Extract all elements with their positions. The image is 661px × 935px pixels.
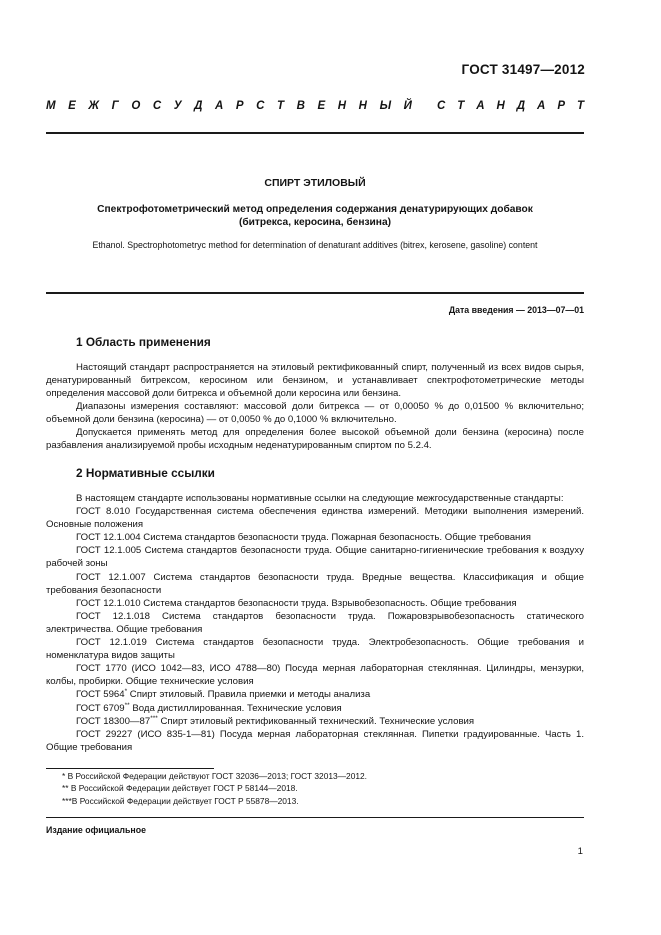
reference-item (46, 662, 584, 688)
introduction-date: Дата введения — 2013—07—01 (448, 305, 584, 315)
banner-letter: Т (576, 100, 584, 112)
reference-items (46, 505, 584, 754)
banner-letter: Р (557, 100, 565, 112)
reference-text: ГОСТ 8.010 Государственная система обеспечения единства измерений. Методики выполнения измерений. Основные положения (46, 506, 584, 531)
normative-references-list (46, 492, 584, 754)
reference-text: ГОСТ 12.1.005 Система стандартов безопасности труда. Общие санитарно-гигиенические требования к воздуху рабочей зоны (46, 545, 584, 570)
banner-letter: А (537, 100, 546, 112)
banner-letter: Р (235, 100, 244, 112)
scope-text (46, 361, 584, 452)
banner-letter: Д (516, 100, 526, 112)
reference-item (46, 531, 584, 544)
footnotes (62, 770, 367, 807)
reference-item (46, 715, 584, 728)
reference-title: Спирт этиловый. Правила приемки и методы анализа (127, 689, 371, 701)
banner-letter: Е (317, 100, 326, 112)
reference-title: Спирт этиловый ректификованный технический. Технические условия (157, 715, 475, 727)
reference-item (46, 505, 584, 531)
reference-item (46, 688, 584, 701)
banner-word-standard (437, 100, 584, 112)
reference-item (46, 597, 584, 610)
page-number: 1 (577, 846, 583, 857)
reference-text: ГОСТ 18300—87 (76, 715, 151, 727)
footnote: * В Российской Федерации действуют ГОСТ 32036—2013; ГОСТ 32013—2012. (62, 771, 368, 781)
banner-letter: Е (68, 100, 76, 112)
paragraph: Настоящий стандарт распространяется на этиловый ректификованный спирт, полученный из всех видов сырья, денатурированный битрексом, керосином или бензином, и устанавливает спектрофотометрические методы определения массовой доли битрекса и объемной доли керосина или бензина. (46, 362, 584, 399)
document-subtitle (46, 203, 584, 229)
footnote-marker: ** (124, 701, 130, 709)
reference-text: ГОСТ 12.1.007 Система стандартов безопасности труда. Вредные вещества. Классификация и общие требования безопасности (46, 571, 584, 596)
reference-item (46, 544, 584, 570)
banner-letter: Ж (88, 100, 100, 112)
reference-title: Вода дистиллированная. Технические условия (129, 702, 342, 714)
banner-letter: С (437, 100, 446, 112)
footnote-rule (46, 768, 214, 769)
references-intro: В настоящем стандарте использованы нормативные ссылки на следующие межгосударственные стандарты: (76, 493, 564, 504)
banner-letter: Н (358, 100, 367, 112)
footnote-marker: * (124, 688, 128, 696)
paragraph: Допускается применять метод для определения более высокой объемной доли бензина (керосина) после разбавления анализируемой пробы исходным неденатурированным спиртом по 5.2.4. (46, 427, 584, 451)
banner-letter: Н (337, 100, 347, 112)
interstate-standard-banner (46, 100, 584, 112)
subtitle-line: Спектрофотометрический метод определения содержания денатурирующих добавок (97, 204, 533, 215)
reference-item (46, 636, 584, 662)
english-title: Ethanol. Spectrophotometryc method for determination of denaturant additives (bitrex, kerosene, gasoline) content (92, 240, 538, 250)
footnote-marker: *** (150, 714, 158, 722)
official-edition-label: Издание официальное (46, 825, 146, 835)
section-heading-normative-references: 2 Нормативные ссылки (76, 466, 215, 480)
reference-text: ГОСТ 12.1.019 Система стандартов безопасности труда. Электробезопасность. Общие требования и номенклатура видов защиты (46, 637, 584, 662)
footer-rule (46, 817, 584, 818)
banner-letter: С (152, 100, 162, 112)
reference-text: ГОСТ 29227 (ИСО 835-1—81) Посуда мерная лабораторная стеклянная. Пипетки градуированные. Часть 1. Общие требования (46, 728, 584, 753)
footnote: ***В Российской Федерации действует ГОСТ Р 55878—2013. (62, 795, 299, 806)
title-rule (46, 292, 584, 294)
banner-letter: Т (457, 100, 465, 112)
header-rule (46, 132, 584, 134)
standard-number: ГОСТ 31497—2012 (461, 62, 585, 77)
reference-item (46, 610, 584, 636)
reference-text: ГОСТ 12.1.010 Система стандартов безопасности труда. Взрывобезопасность. Общие требования (76, 597, 517, 609)
banner-word-interstate (46, 100, 412, 112)
banner-letter: У (173, 100, 182, 112)
banner-letter: С (256, 100, 265, 112)
banner-letter: А (476, 100, 485, 112)
banner-letter: Г (111, 100, 119, 112)
banner-letter: Н (496, 100, 505, 112)
section-heading-scope: 1 Область применения (76, 335, 211, 349)
reference-text: ГОСТ 6709 (76, 702, 125, 714)
reference-text: ГОСТ 1770 (ИСО 1042—83, ИСО 4788—80) Посуда мерная лабораторная стеклянная. Цилиндры, мензурки, колбы, пробирки. Общие технические условия (46, 663, 584, 688)
reference-item (46, 571, 584, 597)
reference-text: ГОСТ 12.1.018 Система стандартов безопасности труда. Пожаровзрывобезопасность статического электричества. Общие требования (46, 610, 584, 635)
banner-letter: Ы (379, 100, 392, 112)
banner-letter: Д (194, 100, 203, 112)
banner-letter: Й (403, 100, 412, 112)
banner-letter: О (131, 100, 141, 112)
reference-item (46, 728, 584, 754)
document-title: СПИРТ ЭТИЛОВЫЙ (264, 177, 366, 189)
reference-item (46, 702, 584, 715)
banner-letter: Т (277, 100, 285, 112)
reference-text: ГОСТ 12.1.004 Система стандартов безопасности труда. Пожарная безопасность. Общие требования (76, 532, 531, 544)
footnote: ** В Российской Федерации действует ГОСТ Р 58144—2018. (62, 783, 298, 794)
banner-letter: М (46, 100, 56, 112)
banner-letter: А (215, 100, 224, 112)
subtitle-line: (битрекса, керосина, бензина) (238, 217, 392, 228)
reference-text: ГОСТ 5964 (76, 689, 125, 701)
paragraph: Диапазоны измерения составляют: массовой доли битрекса — от 0,00050 % до 0,01500 % включительно; объемной доли бензина (керосина) — от 0,0050 % до 0,1000 % включительно. (46, 401, 584, 425)
banner-letter: В (296, 100, 305, 112)
